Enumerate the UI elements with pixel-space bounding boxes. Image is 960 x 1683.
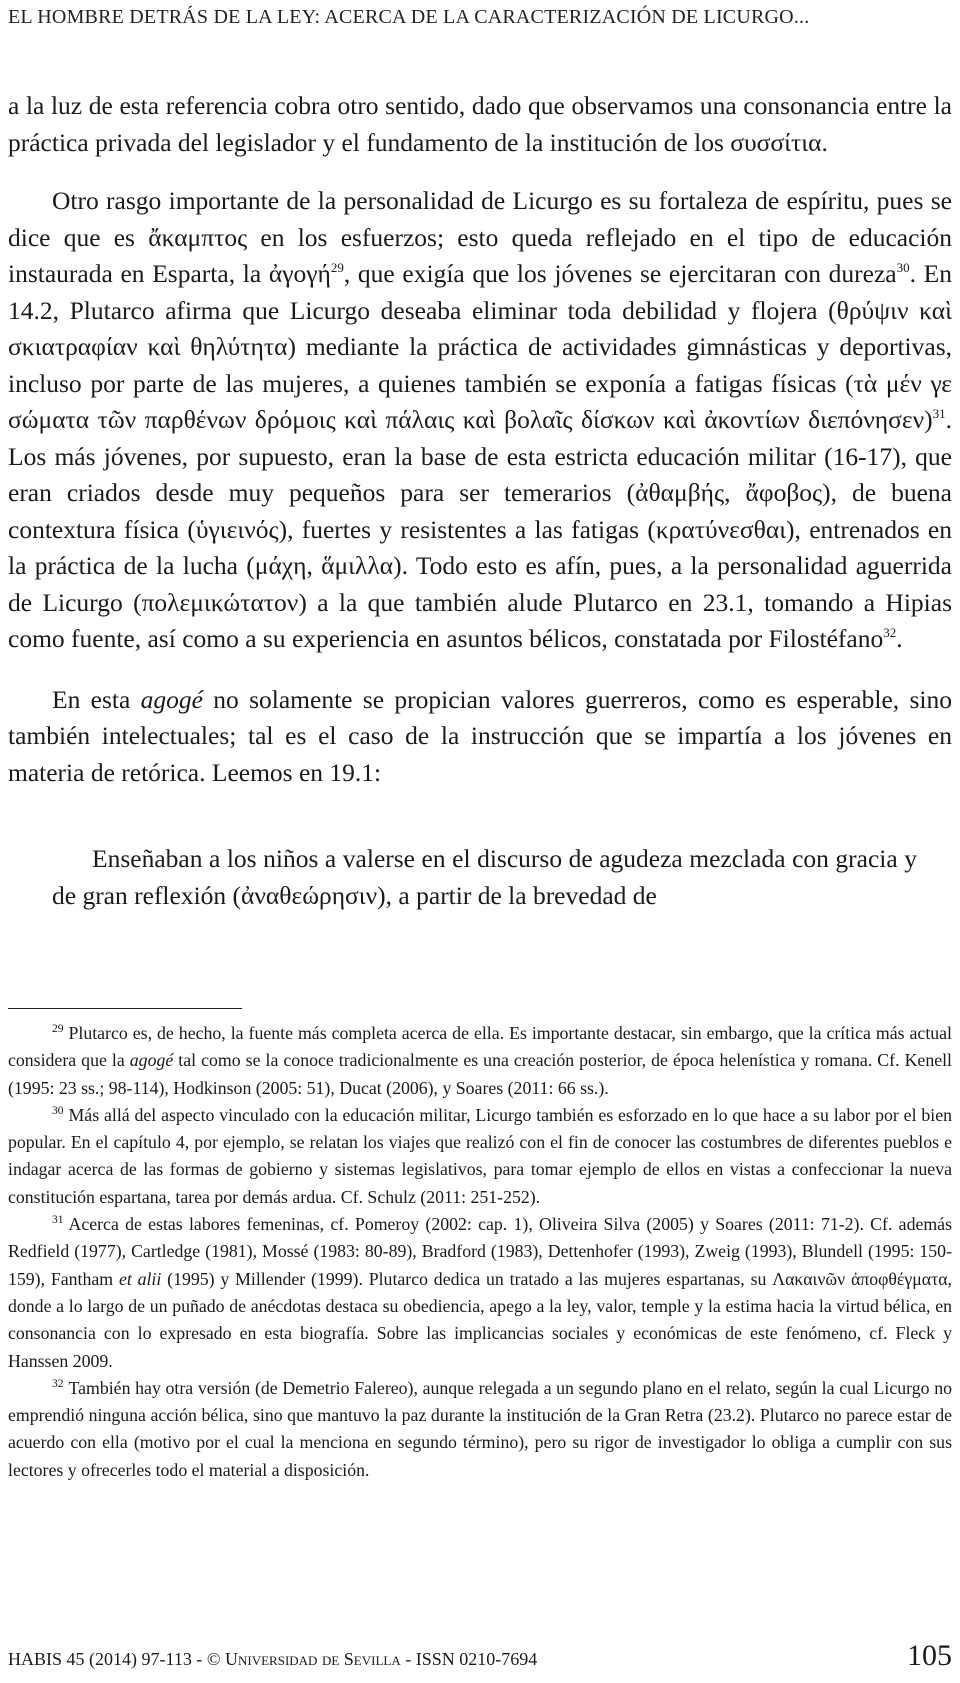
footnote-ref-31[interactable]: 31 bbox=[932, 406, 946, 421]
footnote-text: También hay otra versión (de Demetrio Falereo), aunque relegada a un segundo plano en el relato, según la cual Licurgo no emprendió ninguna acción bélica, sino que mantuvo la paz durante la institución de la Gran Retra (23.2). Plutarco no parece estar de acuerdo con ella (motivo por el cual la menciona en segundo término), pero su rigor de investigador lo obliga a cumplir con sus lectores y ofrecerles todo el material a disposición. bbox=[8, 1377, 952, 1480]
page-footer bbox=[8, 1639, 952, 1675]
footnote-text: Acerca de estas labores femeninas, cf. Pomeroy (2002: cap. 1), Oliveira Silva (2005) y Soares (2011: 71-2). Cf. además Redfield (1977), Cartledge (1981), Mossé (1983: 80-89), Bradford (1983), Dettenhofer (1993), Zweig (1993), Blundell (1995: 150-159), Fantham bbox=[8, 1214, 952, 1289]
footnote-number: 30 bbox=[52, 1104, 64, 1117]
footnote-text-cont: tal como se la conoce tradicionalmente es una creación posterior, de época helenística y romana. Cf. Kenell (1995: 23 ss.; 98-114), Hodkinson (2005: 51), Ducat (2006), y Soares (2011: 66 ss.). bbox=[8, 1050, 952, 1098]
page-number: 105 bbox=[907, 1639, 952, 1672]
footnote-30 bbox=[8, 1102, 952, 1211]
paragraph-2-text-d: . Los más jóvenes, por supuesto, eran la base de esta estricta educación militar (16-17), que eran criados desde muy pequeños para ser temerarios (ἀθαμβής, ἄφοβος), de buena contextura física (ὑγιεινός), fuertes y resistentes a las fatigas (κρατύνεσθαι), entrenados en la práctica de la lucha (μάχη, ἅμιλλα). Todo esto es afín, pues, a la personalidad aguerrida de Licurgo (πολεμικώτατον) a la que también alude Plutarco en 23.1, tomando a Hipias como fuente, así como a su experiencia en asuntos bélicos, constatada por Filostéfano bbox=[8, 405, 952, 653]
journal-citation bbox=[8, 1649, 537, 1670]
paragraph-1: a la luz de esta referencia cobra otro sentido, dado que observamos una consonancia entre la práctica privada del legislador y el fundamento de la institución de los συσσίτια. bbox=[8, 91, 952, 157]
citation-text-a: HABIS 45 (2014) 97-113 - © bbox=[8, 1649, 225, 1669]
footnote-ref-30[interactable]: 30 bbox=[896, 260, 910, 275]
footnote-ref-32[interactable]: 32 bbox=[883, 625, 897, 640]
footnotes bbox=[8, 1020, 952, 1484]
paragraph-2-text-c: . En 14.2, Plutarco afirma que Licurgo deseaba eliminar toda debilidad y flojera (θρύψιν καὶ σκιατραφίαν καὶ θηλύτητα) mediante la práctica de actividades gimnásticas y deportivas, incluso por parte de las mujeres, a quienes también se exponía a fatigas físicas (τὰ μέν γε σώματα τῶν παρθένων δρόμοις καὶ πάλαις καὶ βολαῖς δίσκων καὶ ἀκοντίων διεπόνησεν) bbox=[8, 259, 952, 434]
body-text bbox=[8, 88, 952, 914]
paragraph-2 bbox=[8, 183, 952, 658]
footnote-number: 29 bbox=[52, 1023, 64, 1035]
paragraph-3-text-b: no solamente se propician valores guerreros, como es esperable, sino también intelectuales; tal es el caso de la instrucción que se impartía a los jóvenes en materia de retórica. Leemos en 19.1: bbox=[8, 684, 952, 787]
footnote-text: Más allá del aspecto vinculado con la educación militar, Licurgo también es esforzado en lo que hace a su labor por el bien popular. En el capítulo 4, por ejemplo, se relatan los viajes que realizó con el fin de conocer las costumbres de diferentes pueblos e indagar acerca de las formas de gobierno y sistemas legislativos, para tomar ejemplo de ellos en vistas a confeccionar la nueva constitución espartana, tarea por demás ardua. Cf. Schulz (2011: 251-252). bbox=[8, 1104, 952, 1207]
publisher-name: Universidad de Sevilla bbox=[225, 1649, 401, 1669]
paragraph-2-text-e: . bbox=[896, 624, 903, 653]
footnote-italic: agogé bbox=[129, 1050, 174, 1071]
footnote-32 bbox=[8, 1375, 952, 1484]
footnote-text: Plutarco es, de hecho, la fuente más completa acerca de ella. Es importante destacar, sin embargo, que la crítica más actual considera que la bbox=[8, 1023, 952, 1071]
citation-text-b: - ISSN 0210-7694 bbox=[400, 1649, 538, 1669]
running-head: EL HOMBRE DETRÁS DE LA LEY: ACERCA DE LA CARACTERIZACIÓN DE LICURGO... bbox=[8, 6, 810, 28]
paragraph-3-text-a: En esta bbox=[52, 684, 141, 714]
footnote-divider bbox=[8, 1008, 242, 1009]
paragraph-3-italic: agogé bbox=[140, 684, 203, 714]
footnote-italic: et alii bbox=[118, 1268, 162, 1289]
footnote-29 bbox=[8, 1020, 952, 1102]
paragraph-3 bbox=[8, 682, 952, 792]
footnote-ref-29[interactable]: 29 bbox=[330, 260, 344, 275]
footnote-number: 31 bbox=[52, 1214, 64, 1227]
footnote-number: 32 bbox=[52, 1377, 64, 1390]
block-quote: Enseñaban a los niños a valerse en el discurso de agudeza mezclada con gracia y de gran reflexión (ἀναθεώρησιν), a partir de la brevedad de bbox=[52, 844, 917, 910]
paragraph-2-text-b: , que exigía que los jóvenes se ejercitaran con dureza bbox=[343, 259, 897, 288]
footnote-31 bbox=[8, 1211, 952, 1375]
paragraph-2-text-a: Otro rasgo importante de la personalidad de Licurgo es su fortaleza de espíritu, pues se dice que es ἄκαμπτος en los esfuerzos; esto queda reflejado en el tipo de educación instaurada en Esparta, la ἀγογή bbox=[8, 186, 952, 288]
footnote-text-cont: (1995) y Millender (1999). Plutarco dedica un tratado a las mujeres espartanas, su Λακαινῶν ἀποφθέγματα, donde a lo largo de un puñado de anécdotas destaca su obediencia, apego a la ley, valor, temple y la estima hacia la virtud bélica, en consonancia con lo expresado en esta biografía. Sobre las implicancias sociales y económicas de este fenómeno, cf. Fleck y Hanssen 2009. bbox=[8, 1268, 952, 1371]
